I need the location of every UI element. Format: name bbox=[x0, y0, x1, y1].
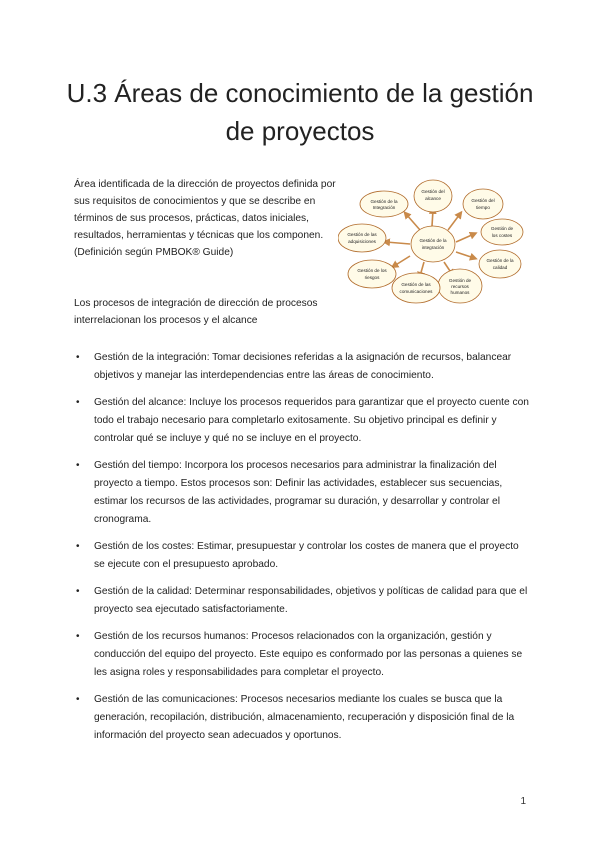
list-item-text: Gestión de las comunicaciones: Procesos necesarios mediante los cuales se busca que la generación, recopilación, distribución, almacenamiento, recuperación y disposición final de la información del proyecto sean adecuados y oportunos. bbox=[94, 694, 515, 741]
node-1-line-2: alcance bbox=[425, 196, 441, 201]
node-center bbox=[411, 226, 455, 262]
node-7-line-2: riesgos bbox=[364, 275, 380, 280]
bullet-icon: • bbox=[76, 631, 80, 642]
node-6-line-2: comunicaciones bbox=[399, 289, 433, 294]
node-3-line-1: Gestión de bbox=[490, 226, 514, 231]
node-8-line-2: adquisiciones bbox=[348, 239, 376, 244]
node-5-line-2: recursos bbox=[451, 284, 469, 289]
node-costs bbox=[481, 219, 523, 245]
integration-paragraph: Los procesos de integración de dirección de procesos interrelacionan los procesos y el alcance bbox=[74, 298, 318, 326]
list-item-text: Gestión de los costes: Estimar, presupuestar y controlar los costes de manera que el proyecto se ejecute con el presupuesto aprobado. bbox=[94, 541, 519, 570]
node-1-line-1: Gestión del bbox=[421, 189, 445, 194]
node-quality bbox=[479, 250, 521, 278]
center-line-1: Gestión de la bbox=[419, 238, 447, 243]
page-title: U.3 Áreas de conocimiento de la gestión de proyectos bbox=[66, 78, 534, 146]
diagram-svg bbox=[338, 178, 526, 310]
intro-paragraph: Área identificada de la dirección de proyectos definida por sus requisitos de conocimientos y que se describe en términos de sus procesos, prácticas, datos iniciales, resultados, herramientas y técnicas que los componen. (Definición según PMBOK® Guide) bbox=[74, 179, 336, 258]
center-line-2: integración bbox=[421, 245, 445, 250]
svg-text:Gestión derecursoshumanos bbox=[449, 278, 472, 295]
list-item bbox=[74, 628, 530, 682]
node-3-line-2: los costes bbox=[491, 233, 513, 238]
node-integration bbox=[360, 191, 408, 217]
list-item-text: Gestión de la calidad: Determinar responsabilidades, objetivos y políticas de calidad para que el proyecto sea ejecutado satisfactoriamente. bbox=[94, 586, 528, 615]
node-0-line-2: Integración bbox=[372, 205, 396, 210]
list-item-text: Gestión del alcance: Incluye los procesos requeridos para garantizar que el proyecto cuente con todo el trabajo necesario para completarlo exitosamente. Su objetivo principal es definir y controlar qué se incluye y qué no se incluye en el proyecto. bbox=[94, 397, 529, 444]
node-0-line-1: Gestión de la bbox=[370, 199, 398, 204]
diagram-nodes bbox=[338, 180, 523, 303]
list-item bbox=[74, 394, 530, 448]
knowledge-areas-list bbox=[74, 349, 530, 754]
node-8-line-1: Gestión de las bbox=[347, 232, 377, 237]
list-item-text: Gestión del tiempo: Incorpora los procesos necesarios para administrar la finalización del proyecto a tiempo. Estos procesos son: Definir las actividades, establecer sus secuencias, estimar los recursos de las actividades, programar su duración, y desarrollar y controlar el cronograma. bbox=[94, 460, 503, 525]
list-item bbox=[74, 349, 530, 385]
node-4-line-2: calidad bbox=[492, 265, 508, 270]
svg-text:Gestión de laIntegración bbox=[370, 199, 398, 210]
knowledge-areas-diagram bbox=[338, 178, 526, 310]
list-item bbox=[74, 538, 530, 574]
node-communications bbox=[392, 273, 440, 303]
node-5-line-1: Gestión de bbox=[448, 278, 472, 283]
node-2-line-2: tiempo bbox=[476, 205, 490, 210]
bullet-icon: • bbox=[76, 586, 80, 597]
list-item bbox=[74, 583, 530, 619]
node-time bbox=[463, 189, 503, 219]
node-4-line-1: Gestión de la bbox=[486, 258, 514, 263]
list-item-text: Gestión de la integración: Tomar decisiones referidas a la asignación de recursos, balancear objetivos y manejar las interdependencias entre las áreas de conocimiento. bbox=[94, 352, 512, 381]
bullet-icon: • bbox=[76, 694, 80, 705]
bullet-icon: • bbox=[76, 541, 80, 552]
list-item-text: Gestión de los recursos humanos: Procesos relacionados con la organización, gestión y conducción del equipo del proyecto. Este equipo es conformado por las personas a quienes se les asigna roles y responsabilidades para completar el proyecto. bbox=[94, 631, 523, 678]
node-risks bbox=[348, 260, 396, 288]
node-7-line-1: Gestión de los bbox=[357, 268, 387, 273]
node-procurement bbox=[338, 224, 386, 252]
bullet-icon: • bbox=[76, 460, 80, 471]
list-item bbox=[74, 457, 530, 529]
bullet-icon: • bbox=[76, 397, 80, 408]
node-5-line-3: humanos bbox=[450, 290, 470, 295]
page-number: 1 bbox=[520, 796, 526, 807]
list-item bbox=[74, 691, 530, 745]
node-6-line-1: Gestión de las bbox=[401, 282, 431, 287]
bullet-icon: • bbox=[76, 352, 80, 363]
node-2-line-1: Gestión del bbox=[471, 198, 495, 203]
